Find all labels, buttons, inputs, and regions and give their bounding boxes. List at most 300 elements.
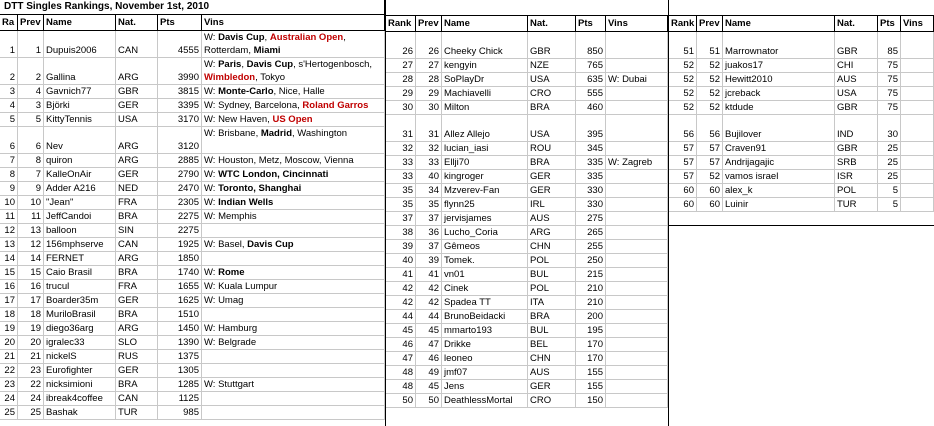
- cell-vins: [202, 154, 385, 167]
- cell-pts: 75: [878, 87, 901, 100]
- table-row: [0, 168, 385, 182]
- cell-pts: 255: [576, 240, 606, 253]
- table-row: [386, 366, 668, 380]
- cell-pts: 170: [576, 352, 606, 365]
- cell-name: MuriloBrasil: [44, 308, 116, 321]
- cell-vins: [606, 226, 668, 239]
- cell-pts: 1740: [158, 266, 202, 279]
- cell-nat: CRO: [528, 87, 576, 100]
- vins-segment: W: Sydney, Barcelona,: [204, 100, 303, 111]
- cell-pts: 265: [576, 226, 606, 239]
- cell-nat: POL: [528, 254, 576, 267]
- cell-vins: [901, 73, 934, 86]
- cell-vins: [606, 101, 668, 114]
- table-row: [386, 338, 668, 352]
- cell-nat: NZE: [528, 59, 576, 72]
- cell-rank: 33: [386, 170, 416, 183]
- header-row: [0, 15, 385, 31]
- cell-prev: 45: [416, 380, 442, 393]
- vins-segment: W:: [204, 197, 219, 208]
- header-rank: Rank: [386, 16, 416, 31]
- cell-prev: 19: [18, 322, 44, 335]
- cell-rank: 39: [386, 240, 416, 253]
- cell-name: Luinir: [723, 198, 835, 211]
- cell-name: kingroger: [442, 170, 528, 183]
- cell-vins: [901, 101, 934, 114]
- header-prev: Prev: [18, 15, 44, 30]
- cell-nat: BEL: [528, 338, 576, 351]
- cell-prev: 49: [416, 366, 442, 379]
- cell-prev: 36: [416, 226, 442, 239]
- table-row: [386, 87, 668, 101]
- cell-pts: 345: [576, 142, 606, 155]
- cell-nat: GBR: [116, 85, 158, 98]
- header-nat: Nat.: [528, 16, 576, 31]
- vins-segment: Monte-Carlo: [218, 86, 274, 97]
- cell-prev: 56: [697, 115, 723, 141]
- cell-prev: 32: [416, 142, 442, 155]
- cell-prev: 57: [697, 142, 723, 155]
- cell-vins: [202, 280, 385, 293]
- cell-prev: 20: [18, 336, 44, 349]
- cell-nat: ITA: [528, 296, 576, 309]
- cell-nat: GER: [116, 364, 158, 377]
- table-row: [0, 350, 385, 364]
- cell-name: Nev: [44, 127, 116, 153]
- cell-nat: TUR: [835, 198, 878, 211]
- table-row: [386, 184, 668, 198]
- cell-vins: [606, 366, 668, 379]
- cell-prev: 34: [416, 184, 442, 197]
- cell-pts: 2885: [158, 154, 202, 167]
- cell-pts: 3395: [158, 99, 202, 112]
- cell-rank: 28: [386, 73, 416, 86]
- cell-pts: 275: [576, 212, 606, 225]
- cell-name: juakos17: [723, 59, 835, 72]
- cell-nat: CHN: [528, 352, 576, 365]
- rows-block-2: [386, 32, 668, 408]
- cell-nat: CAN: [116, 31, 158, 57]
- table-row: [0, 294, 385, 308]
- cell-pts: 1625: [158, 294, 202, 307]
- cell-nat: ARG: [116, 322, 158, 335]
- table-row: [0, 238, 385, 252]
- table-row: [0, 392, 385, 406]
- cell-name: Allez Allejo: [442, 115, 528, 141]
- table-row: [0, 224, 385, 238]
- cell-rank: 51: [669, 32, 697, 58]
- cell-vins: [202, 127, 385, 153]
- cell-prev: 29: [416, 87, 442, 100]
- cell-rank: 44: [386, 310, 416, 323]
- cell-pts: 850: [576, 32, 606, 58]
- vins-segment: W: Basel,: [204, 239, 248, 250]
- cell-name: SoPlayDr: [442, 73, 528, 86]
- cell-rank: 1: [0, 31, 18, 57]
- cell-nat: BRA: [528, 310, 576, 323]
- cell-prev: 46: [416, 352, 442, 365]
- sheet-title: DTT Singles Rankings, November 1st, 2010: [0, 0, 385, 15]
- cell-pts: 2305: [158, 196, 202, 209]
- cell-prev: 4: [18, 85, 44, 98]
- cell-pts: 335: [576, 170, 606, 183]
- vins-segment: Australian Open: [269, 32, 344, 43]
- vins-segment: W: Memphis: [204, 211, 257, 222]
- cell-rank: 37: [386, 212, 416, 225]
- cell-vins: [606, 87, 668, 100]
- table-row: [0, 154, 385, 168]
- cell-pts: 460: [576, 101, 606, 114]
- cell-nat: AUS: [528, 366, 576, 379]
- cell-name: Bashak: [44, 406, 116, 419]
- cell-pts: 155: [576, 366, 606, 379]
- cell-vins: [202, 406, 385, 419]
- cell-rank: 5: [0, 113, 18, 126]
- vins-segment: Rome: [218, 267, 245, 278]
- cell-nat: TUR: [116, 406, 158, 419]
- cell-pts: 3120: [158, 127, 202, 153]
- vins-segment: Davis Cup: [246, 59, 294, 70]
- cell-nat: CHN: [528, 240, 576, 253]
- cell-rank: 57: [669, 156, 697, 169]
- vins-segment: Davis Cup: [247, 239, 294, 250]
- cell-prev: 12: [18, 238, 44, 251]
- cell-prev: 45: [416, 324, 442, 337]
- cell-rank: 18: [0, 308, 18, 321]
- cell-rank: 57: [669, 170, 697, 183]
- cell-nat: USA: [528, 73, 576, 86]
- table-row: [386, 380, 668, 394]
- vins-segment: US Open: [272, 114, 313, 125]
- cell-vins: [202, 364, 385, 377]
- header-prev: Prev: [416, 16, 442, 31]
- cell-vins: [202, 266, 385, 279]
- cell-rank: 38: [386, 226, 416, 239]
- vins-segment: W:: [204, 59, 219, 70]
- cell-rank: 13: [0, 238, 18, 251]
- cell-pts: 555: [576, 87, 606, 100]
- cell-vins: [606, 268, 668, 281]
- cell-name: Boarder35m: [44, 294, 116, 307]
- cell-vins: [202, 392, 385, 405]
- cell-vins: [606, 142, 668, 155]
- cell-name: nicksimioni: [44, 378, 116, 391]
- cell-rank: 24: [0, 392, 18, 405]
- rows-block-3: [669, 32, 934, 212]
- cell-rank: 52: [669, 87, 697, 100]
- vins-segment: Paris: [218, 59, 242, 70]
- cell-pts: 215: [576, 268, 606, 281]
- cell-rank: 42: [386, 296, 416, 309]
- cell-prev: 50: [416, 394, 442, 407]
- header-vins: Vins: [901, 16, 934, 31]
- cell-prev: 60: [697, 198, 723, 211]
- cell-name: flynn25: [442, 198, 528, 211]
- table-row: [669, 142, 934, 156]
- cell-prev: 42: [416, 282, 442, 295]
- cell-nat: GBR: [835, 32, 878, 58]
- cell-nat: ARG: [116, 127, 158, 153]
- cell-prev: 16: [18, 280, 44, 293]
- cell-vins: [606, 324, 668, 337]
- cell-name: Drikke: [442, 338, 528, 351]
- cell-vins: [202, 252, 385, 265]
- table-row: [669, 170, 934, 184]
- cell-pts: 1450: [158, 322, 202, 335]
- cell-prev: 2: [18, 58, 44, 84]
- vins-segment: Madrid: [260, 128, 292, 139]
- cell-name: Adder A216: [44, 182, 116, 195]
- cell-rank: 45: [386, 324, 416, 337]
- cell-name: quiron: [44, 154, 116, 167]
- table-row: [669, 73, 934, 87]
- cell-nat: ARG: [116, 252, 158, 265]
- cell-prev: 17: [18, 294, 44, 307]
- cell-vins: [901, 142, 934, 155]
- cell-vins: [606, 282, 668, 295]
- cell-vins: [606, 254, 668, 267]
- vins-segment: , Tokyo: [255, 72, 286, 83]
- vins-segment: W:: [204, 86, 219, 97]
- cell-rank: 15: [0, 266, 18, 279]
- cell-vins: [901, 59, 934, 72]
- cell-vins: [202, 224, 385, 237]
- cell-name: 156mphserve: [44, 238, 116, 251]
- table-row: [0, 99, 385, 113]
- vins-segment: W:: [204, 267, 219, 278]
- vins-segment: W:: [204, 169, 219, 180]
- cell-vins: [202, 336, 385, 349]
- cell-rank: 50: [386, 394, 416, 407]
- cell-nat: GER: [116, 294, 158, 307]
- table-row: [0, 280, 385, 294]
- cell-prev: 22: [18, 378, 44, 391]
- cell-prev: 9: [18, 182, 44, 195]
- cell-pts: 25: [878, 170, 901, 183]
- vins-segment: W: New Haven,: [204, 114, 273, 125]
- cell-name: balloon: [44, 224, 116, 237]
- cell-nat: RUS: [116, 350, 158, 363]
- cell-nat: IND: [835, 115, 878, 141]
- header-row: [386, 16, 668, 32]
- vins-segment: , s'Hertogenbosch,: [293, 59, 372, 70]
- cell-vins: [202, 350, 385, 363]
- cell-prev: 11: [18, 210, 44, 223]
- cell-prev: 37: [416, 212, 442, 225]
- cell-name: Dupuis2006: [44, 31, 116, 57]
- cell-name: Bujilover: [723, 115, 835, 141]
- cell-rank: 10: [0, 196, 18, 209]
- cell-nat: IRL: [528, 198, 576, 211]
- cell-vins: [202, 58, 385, 84]
- cell-vins: [606, 59, 668, 72]
- table-row: [386, 73, 668, 87]
- cell-prev: 37: [416, 240, 442, 253]
- cell-prev: 47: [416, 338, 442, 351]
- table-row: [0, 378, 385, 392]
- cell-rank: 27: [386, 59, 416, 72]
- cell-nat: SIN: [116, 224, 158, 237]
- table-row: [0, 322, 385, 336]
- cell-vins: [901, 156, 934, 169]
- vins-segment: W: Houston, Metz, Moscow, Vienna: [204, 155, 354, 166]
- cell-name: diego36arg: [44, 322, 116, 335]
- cell-rank: 52: [669, 101, 697, 114]
- cell-pts: 75: [878, 73, 901, 86]
- cell-vins: [606, 170, 668, 183]
- vins-segment: W: Hamburg: [204, 323, 258, 334]
- cell-rank: 21: [0, 350, 18, 363]
- cell-vins: W: Zagreb: [606, 156, 668, 169]
- cell-pts: 155: [576, 380, 606, 393]
- table-row: [386, 212, 668, 226]
- header-pts: Pts: [878, 16, 901, 31]
- cell-rank: 41: [386, 268, 416, 281]
- table-row: [386, 32, 668, 59]
- header-pts: Pts: [576, 16, 606, 31]
- vins-segment: , Washington: [292, 128, 348, 139]
- rows-block-1: [0, 31, 385, 420]
- cell-vins: [202, 308, 385, 321]
- cell-vins: [606, 310, 668, 323]
- cell-pts: 2470: [158, 182, 202, 195]
- cell-nat: USA: [528, 115, 576, 141]
- cell-vins: [202, 378, 385, 391]
- table-row: [386, 352, 668, 366]
- title-filler: [669, 0, 934, 16]
- cell-pts: 75: [878, 59, 901, 72]
- cell-name: "Jean": [44, 196, 116, 209]
- cell-prev: 52: [697, 87, 723, 100]
- cell-pts: 3990: [158, 58, 202, 84]
- cell-rank: 47: [386, 352, 416, 365]
- table-row: [0, 406, 385, 420]
- table-row: [0, 85, 385, 99]
- table-row: [669, 32, 934, 59]
- cell-pts: 4555: [158, 31, 202, 57]
- cell-pts: 195: [576, 324, 606, 337]
- vins-segment: Wimbledon: [204, 72, 256, 83]
- table-row: [0, 58, 385, 85]
- table-row: [0, 252, 385, 266]
- cell-pts: 1510: [158, 308, 202, 321]
- cell-vins: [901, 198, 934, 211]
- cell-vins: [202, 182, 385, 195]
- cell-prev: 7: [18, 168, 44, 181]
- cell-name: leoneo: [442, 352, 528, 365]
- vins-segment: Davis Cup: [218, 32, 265, 43]
- cell-prev: 52: [697, 170, 723, 183]
- cell-pts: 1390: [158, 336, 202, 349]
- cell-vins: [606, 184, 668, 197]
- cell-name: ibreak4coffee: [44, 392, 116, 405]
- cell-name: lucian_iasi: [442, 142, 528, 155]
- cell-vins: [606, 394, 668, 407]
- cell-vins: [606, 198, 668, 211]
- table-row: [386, 282, 668, 296]
- cell-vins: [901, 32, 934, 58]
- cell-pts: 30: [878, 115, 901, 141]
- cell-nat: BRA: [116, 210, 158, 223]
- table-row: [0, 364, 385, 378]
- cell-name: Caio Brasil: [44, 266, 116, 279]
- cell-name: Lucho_Coria: [442, 226, 528, 239]
- cell-nat: GBR: [528, 32, 576, 58]
- cell-nat: ARG: [116, 154, 158, 167]
- cell-name: jmf07: [442, 366, 528, 379]
- cell-pts: 25: [878, 156, 901, 169]
- header-rank: Ra: [0, 15, 18, 30]
- table-row: [0, 113, 385, 127]
- cell-name: Gavnich77: [44, 85, 116, 98]
- table-row: [386, 394, 668, 408]
- cell-name: ktdude: [723, 101, 835, 114]
- cell-prev: 24: [18, 392, 44, 405]
- cell-nat: GER: [528, 184, 576, 197]
- cell-vins: [202, 85, 385, 98]
- cell-rank: 52: [669, 59, 697, 72]
- cell-nat: SRB: [835, 156, 878, 169]
- table-row: [386, 226, 668, 240]
- cell-prev: 60: [697, 184, 723, 197]
- table-row: [386, 254, 668, 268]
- cell-pts: 1285: [158, 378, 202, 391]
- header-prev: Prev: [697, 16, 723, 31]
- cell-rank: 31: [386, 115, 416, 141]
- vins-segment: W: Stuttgart: [204, 379, 254, 390]
- cell-prev: 15: [18, 266, 44, 279]
- cell-pts: 170: [576, 338, 606, 351]
- vins-segment: WTC London, Cincinnati: [218, 169, 329, 180]
- table-row: [669, 198, 934, 212]
- cell-name: Cinek: [442, 282, 528, 295]
- vins-segment: Roland Garros: [302, 100, 369, 111]
- cell-rank: 4: [0, 99, 18, 112]
- ranking-block-1: [0, 0, 385, 420]
- block-end-line: [669, 225, 934, 226]
- table-row: [0, 196, 385, 210]
- cell-pts: 395: [576, 115, 606, 141]
- cell-rank: 35: [386, 198, 416, 211]
- cell-nat: SLO: [116, 336, 158, 349]
- vins-segment: Indian Wells: [218, 197, 274, 208]
- cell-prev: 26: [416, 32, 442, 58]
- cell-nat: BUL: [528, 268, 576, 281]
- cell-nat: CRO: [528, 394, 576, 407]
- column-divider: [385, 0, 386, 426]
- cell-prev: 57: [697, 156, 723, 169]
- cell-rank: 23: [0, 378, 18, 391]
- title-filler: [386, 0, 668, 16]
- cell-nat: FRA: [116, 280, 158, 293]
- cell-prev: 18: [18, 308, 44, 321]
- cell-nat: CHI: [835, 59, 878, 72]
- cell-nat: GBR: [835, 101, 878, 114]
- table-row: [386, 198, 668, 212]
- cell-prev: 52: [697, 59, 723, 72]
- cell-pts: 1305: [158, 364, 202, 377]
- cell-nat: USA: [835, 87, 878, 100]
- cell-vins: [606, 338, 668, 351]
- vins-segment: Miami: [253, 45, 281, 56]
- header-vins: Vins: [606, 16, 668, 31]
- vins-segment: W:: [204, 32, 219, 43]
- cell-rank: 48: [386, 380, 416, 393]
- cell-name: DeathlessMortal: [442, 394, 528, 407]
- cell-prev: 52: [697, 73, 723, 86]
- cell-name: Björki: [44, 99, 116, 112]
- cell-nat: ISR: [835, 170, 878, 183]
